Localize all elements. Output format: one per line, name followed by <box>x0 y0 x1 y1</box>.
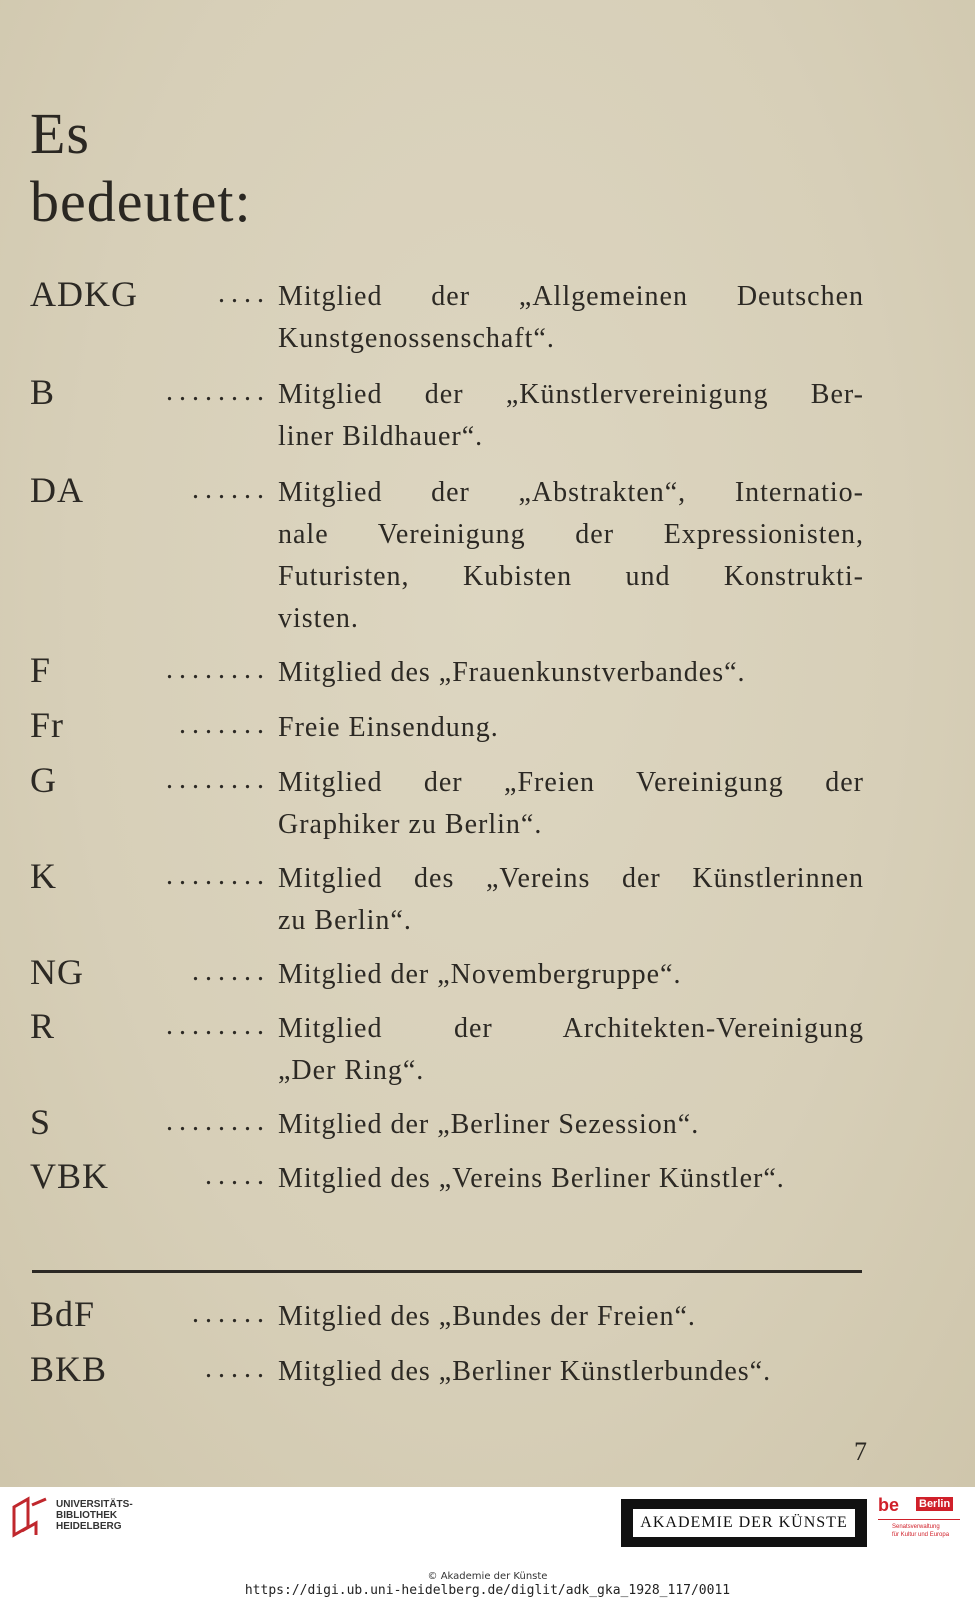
entry-description <box>278 1158 864 1200</box>
entry-abbr: Fr <box>30 705 65 745</box>
adk-logo-label: AKADEMIE DER KÜNSTE <box>633 1509 855 1537</box>
entry-description <box>278 762 864 846</box>
entry-abbr: DA <box>30 470 84 510</box>
description-line: Mitglied der „Novembergruppe“. <box>278 959 682 990</box>
description-line: Freie Einsendung. <box>278 712 499 743</box>
title-line-1: Es <box>30 101 90 166</box>
description-line: Graphiker zu Berlin“. <box>278 809 543 840</box>
leader-dots: ........ <box>166 654 270 685</box>
entry-description <box>278 1008 864 1092</box>
leader-dots: ....... <box>179 709 270 740</box>
description-line: Mitglied der „Künstlervereinigung Ber- <box>278 379 864 410</box>
copyright-notice: © Akademie der Künste <box>427 1571 548 1582</box>
entry-description <box>278 858 864 942</box>
description-line: Mitglied der „Allgemeinen Deutschen <box>278 281 864 312</box>
description-line: Mitglied der „Freien Vereinigung der <box>278 767 864 798</box>
description-line: „Der Ring“. <box>278 1055 425 1086</box>
entry-description <box>278 1296 864 1338</box>
description-line: liner Bildhauer“. <box>278 421 484 452</box>
berlin-subtitle <box>892 1523 949 1539</box>
entry-description <box>278 1104 864 1146</box>
entry-description <box>278 707 864 749</box>
description-line: Mitglied der Architekten-Vereinigung <box>278 1013 864 1044</box>
entry-description <box>278 472 864 640</box>
leader-dots: ........ <box>166 376 270 407</box>
berlin-mark: be <box>878 1495 900 1515</box>
description-line: nale Vereinigung der Expressionisten, <box>278 519 864 550</box>
page-title <box>30 100 252 236</box>
entry-abbr: BdF <box>30 1294 96 1334</box>
berlin-subtitle-line: für Kultur und Europa <box>892 1532 950 1538</box>
berlin-subtitle-line: Senatsverwaltung <box>892 1524 940 1530</box>
entry-abbr: ADKG <box>30 274 138 314</box>
leader-dots: ..... <box>205 1160 270 1191</box>
description-line: Mitglied des „Bundes der Freien“. <box>278 1301 696 1332</box>
university-library-logo-icon[interactable] <box>10 1495 54 1541</box>
akademie-der-kuenste-logo[interactable] <box>621 1499 867 1547</box>
leader-dots: .... <box>218 278 270 309</box>
leader-dots: ........ <box>166 764 270 795</box>
entry-abbr: VBK <box>30 1156 110 1196</box>
berlin-badge: Berlin <box>916 1497 953 1511</box>
page-number: 7 <box>854 1437 867 1466</box>
leader-dots: ........ <box>166 1010 270 1041</box>
leader-dots: ...... <box>192 474 270 505</box>
description-line: Mitglied der „Abstrakten“, Internatio- <box>278 477 864 508</box>
permalink-url[interactable]: https://digi.ub.uni-heidelberg.de/diglit/adk_gka_1928_117/0011 <box>244 1583 731 1598</box>
entry-description <box>278 954 864 996</box>
leader-dots: ...... <box>192 1298 270 1329</box>
leader-dots: ...... <box>192 956 270 987</box>
leader-dots: ........ <box>166 1106 270 1137</box>
footer-bar <box>0 1487 975 1606</box>
berlin-senate-logo[interactable] <box>878 1495 962 1545</box>
entry-description <box>278 374 864 458</box>
entry-abbr: S <box>30 1102 52 1142</box>
ub-name-line: UNIVERSITÄTS- <box>56 1499 133 1510</box>
entry-abbr: BKB <box>30 1349 108 1389</box>
entry-description <box>278 652 864 694</box>
entry-abbr: B <box>30 372 56 412</box>
description-line: visten. <box>278 603 359 634</box>
berlin-divider <box>878 1519 960 1520</box>
entry-abbr: K <box>30 856 57 896</box>
description-line: Mitglied des „Vereins Berliner Künstler“. <box>278 1163 785 1194</box>
description-line: zu Berlin“. <box>278 905 412 936</box>
description-line: Mitglied des „Vereins der Künstlerinnen <box>278 863 864 894</box>
university-library-name[interactable] <box>56 1499 133 1532</box>
description-line: Mitglied der „Berliner Sezession“. <box>278 1109 700 1140</box>
entry-abbr: G <box>30 760 57 800</box>
leader-dots: ..... <box>205 1353 270 1384</box>
entry-abbr: R <box>30 1006 56 1046</box>
description-line: Futuristen, Kubisten und Konstrukti- <box>278 561 864 592</box>
entry-abbr: NG <box>30 952 84 992</box>
entry-description <box>278 1351 864 1393</box>
entry-abbr: F <box>30 650 52 690</box>
description-line: Kunstgenossenschaft“. <box>278 323 555 354</box>
ub-name-line: BIBLIOTHEK <box>56 1510 118 1521</box>
description-line: Mitglied des „Frauenkunstverbandes“. <box>278 657 746 688</box>
entry-description <box>278 276 864 360</box>
ub-name-line: HEIDELBERG <box>56 1521 122 1532</box>
divider-rule <box>32 1270 862 1273</box>
leader-dots: ........ <box>166 860 270 891</box>
description-line: Mitglied des „Berliner Künstlerbundes“. <box>278 1356 772 1387</box>
title-line-2: bedeutet: <box>30 169 252 234</box>
